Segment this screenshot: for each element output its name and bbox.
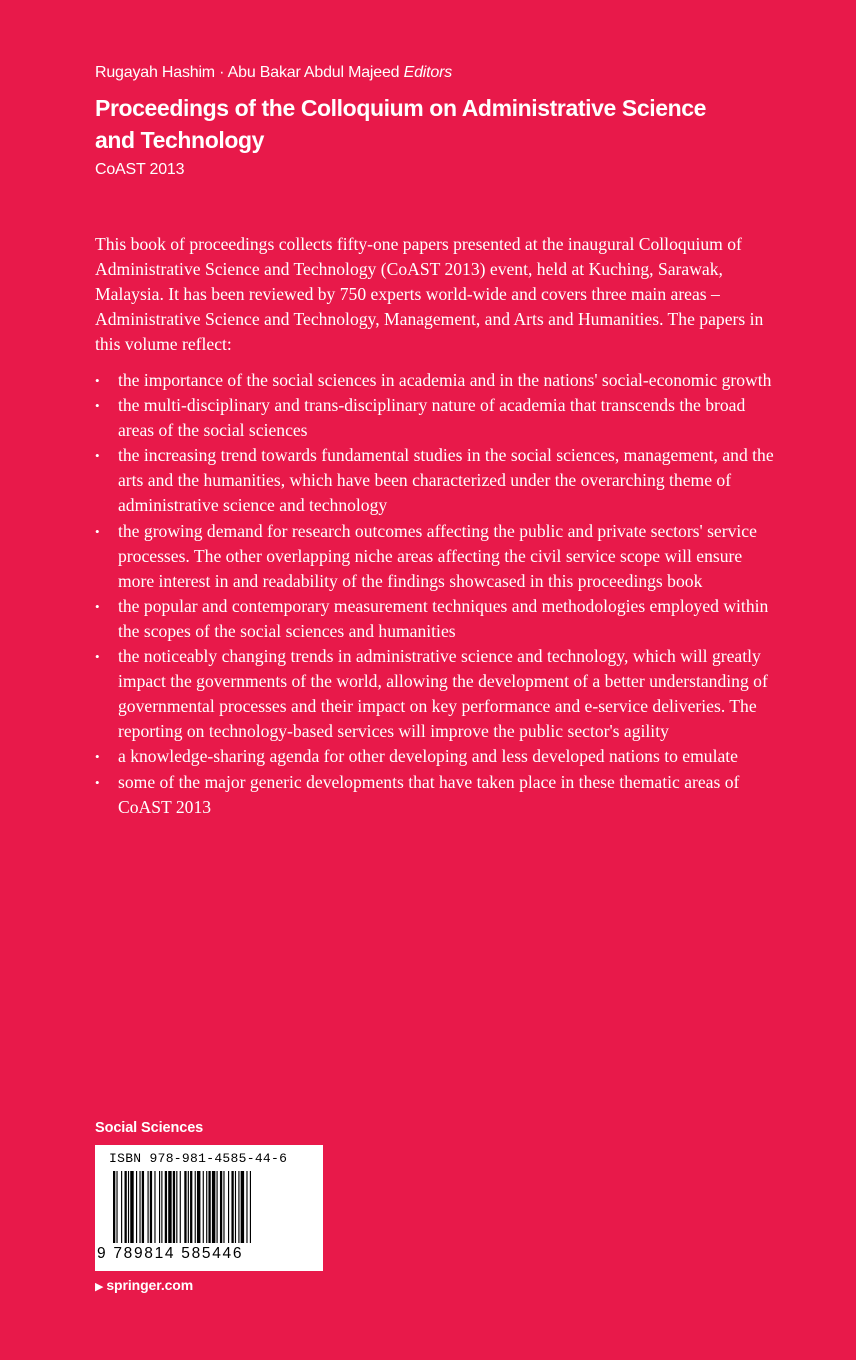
publisher-url: springer.com <box>106 1277 194 1293</box>
list-item: • the multi-disciplinary and trans-disciplinary nature of academia that transcends the broad areas of the social sciences <box>95 393 775 443</box>
list-item: • the increasing trend towards fundamental studies in the social sciences, management, and the arts and the humanities, which have been characterized under the overarching theme of administrative science and technology <box>95 443 775 518</box>
category-label: Social Sciences <box>95 1120 204 1136</box>
list-item: • the noticeably changing trends in administrative science and technology, which will greatly impact the governments of the world, allowing the development of a better understanding of governmental processes and their impact on key performance and e-service deliveries. The reporting on technology-based services will improve the public sector's agility <box>95 644 775 744</box>
editors-line <box>95 64 452 82</box>
publisher-link[interactable] <box>95 1277 193 1293</box>
editor-names: Rugayah Hashim · Abu Bakar Abdul Majeed <box>95 64 400 81</box>
triangle-right-icon: ▶ <box>95 1281 104 1293</box>
list-item: • the popular and contemporary measurement techniques and methodologies employed within the scopes of the social sciences and humanities <box>95 594 775 644</box>
barcode <box>95 1145 323 1271</box>
isbn-label: ISBN 978-981-4585-44-6 <box>109 1151 288 1166</box>
list-item: • a knowledge-sharing agenda for other developing and less developed nations to emulate <box>95 744 775 769</box>
book-title: Proceedings of the Colloquium on Administrative Science and Technology <box>95 95 707 153</box>
list-item: • some of the major generic developments that have taken place in these thematic areas of CoAST 2013 <box>95 770 775 820</box>
barcode-bars-icon <box>113 1171 305 1243</box>
editor-role: Editors <box>403 64 453 81</box>
list-item: • the growing demand for research outcomes affecting the public and private sectors' service processes. The other overlapping niche areas affecting the civil service scope will ensure more interest in and readability of the findings showcased in this proceedings book <box>95 519 775 594</box>
book-subtitle: CoAST 2013 <box>95 161 185 178</box>
barcode-digits: 9 789814 585446 <box>97 1245 244 1262</box>
list-item: • the importance of the social sciences in academia and in the nations' social-economic growth <box>95 368 775 393</box>
book-description: This book of proceedings collects fifty-one papers presented at the inaugural Colloquium of Administrative Science and Technology (CoAST 2013) event, held at Kuching, Sarawak, Malaysia. It has been reviewed by 750 experts world-wide and covers three main areas – Administrative Science and Technology, Management, and Arts and Humanities. The papers in this volume reflect: <box>95 234 764 355</box>
topics-list <box>95 368 775 820</box>
